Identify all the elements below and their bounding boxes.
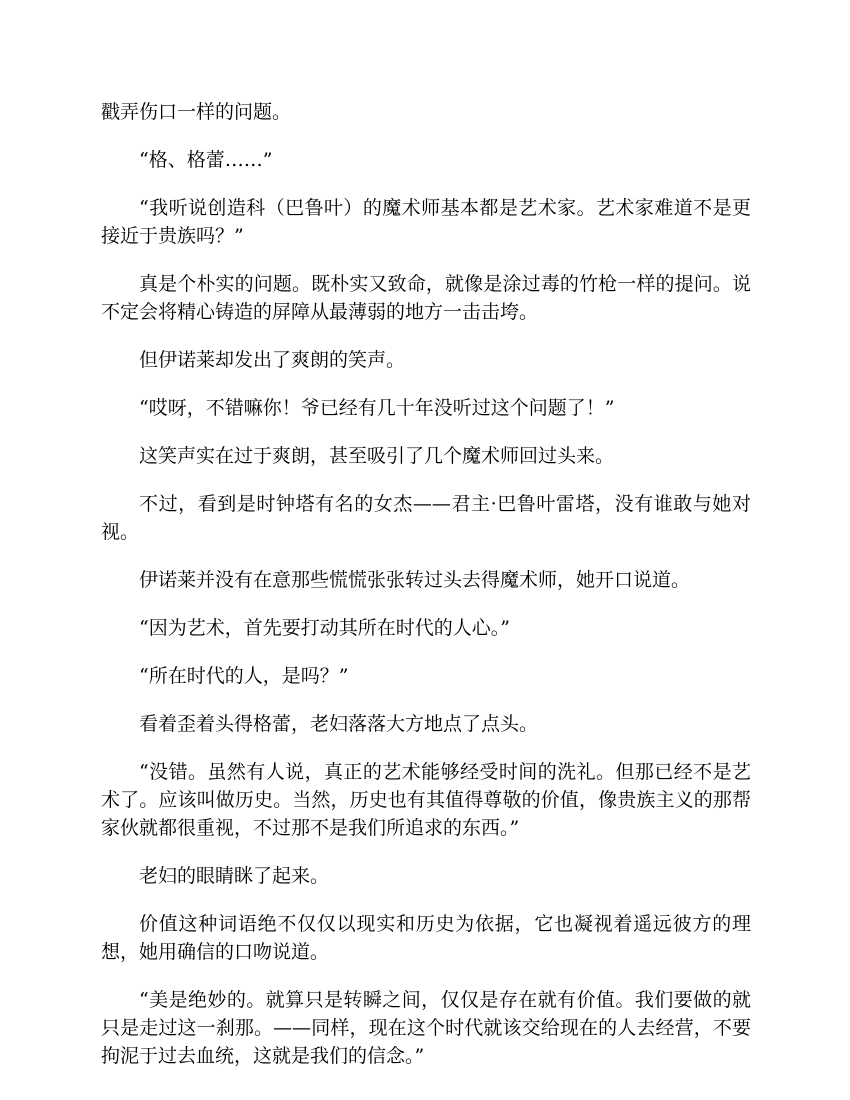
- paragraph-4: 真是个朴实的问题。既朴实又致命，就像是涂过毒的竹枪一样的提问。说不定会将精心铸造的屏障从最薄弱的地方一击击垮。: [101, 273, 751, 323]
- paragraph-15: 价值这种词语绝不仅仅以现实和历史为依据，它也凝视着遥远彼方的理想，她用确信的口吻说道。: [101, 913, 751, 963]
- paragraph-12: 看着歪着头得格蕾，老妇落落大方地点了点头。: [139, 713, 539, 735]
- paragraph-7: 这笑声实在过于爽朗，甚至吸引了几个魔术师回过头来。: [139, 445, 615, 467]
- paragraph-16: “美是绝妙的。就算只是转瞬之间，仅仅是存在就有价值。我们要做的就只是走过这一刹那。——同样，现在这个时代就该交给现在的人去经营，不要拘泥于过去血统，这就是我们的信念。”: [101, 989, 751, 1067]
- paragraph-10: “因为艺术，首先要打动其所在时代的人心。”: [139, 617, 510, 639]
- paragraph-1: 戳弄伤口一样的问题。: [101, 101, 292, 123]
- paragraph-8: 不过，看到是时钟塔有名的女杰——君主·巴鲁叶雷塔，没有谁敢与她对视。: [101, 493, 751, 543]
- paragraph-9: 伊诺莱并没有在意那些慌慌张张转过头去得魔术师，她开口说道。: [139, 569, 691, 591]
- paragraph-6: “哎呀，不错嘛你！爷已经有几十年没听过这个问题了！”: [139, 397, 615, 419]
- paragraph-5: 但伊诺莱却发出了爽朗的笑声。: [139, 349, 406, 371]
- paragraph-11: “所在时代的人，是吗？”: [139, 665, 349, 687]
- paragraph-2: “格、格蕾……”: [139, 149, 273, 171]
- document-page: [101, 98, 751, 1090]
- paragraph-14: 老妇的眼睛眯了起来。: [139, 865, 330, 887]
- paragraph-3: “我听说创造科（巴鲁叶）的魔术师基本都是艺术家。艺术家难道不是更接近于贵族吗？”: [101, 197, 751, 247]
- paragraph-13: “没错。虽然有人说，真正的艺术能够经受时间的洗礼。但那已经不是艺术了。应该叫做历史。当然，历史也有其值得尊敬的价值，像贵族主义的那帮家伙就都很重视，不过那不是我们所追求的东西。”: [101, 761, 751, 839]
